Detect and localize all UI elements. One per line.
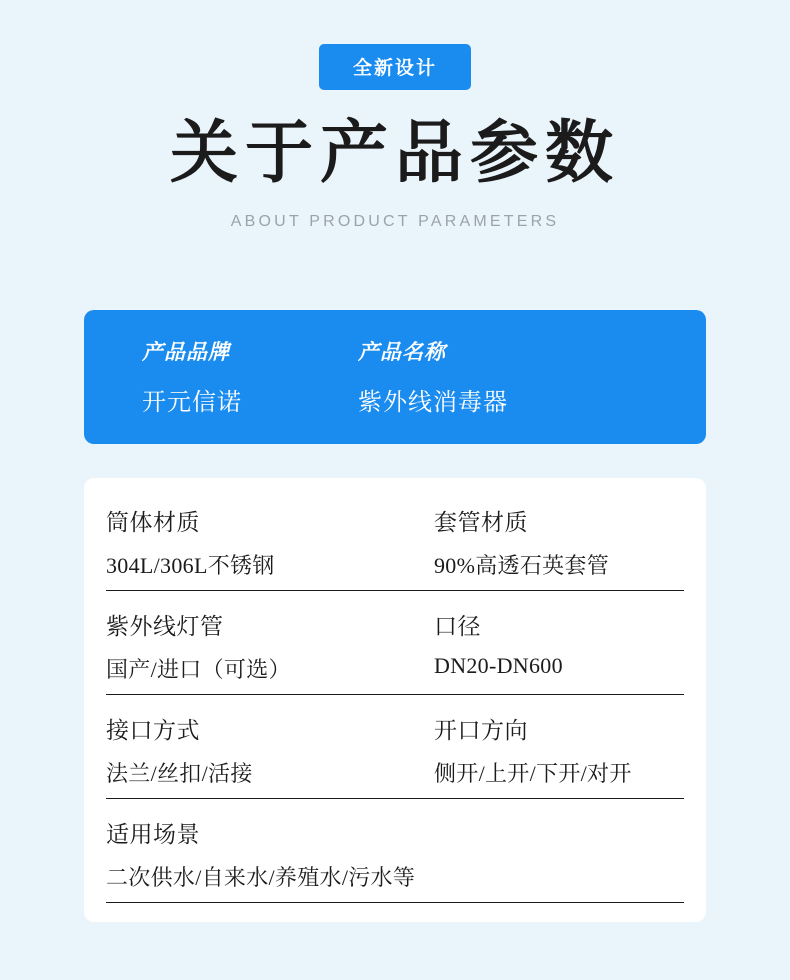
- new-design-badge: 全新设计: [319, 44, 471, 90]
- spec-cell-body-material: [106, 504, 434, 580]
- highlight-card: [84, 310, 706, 444]
- spec-cell-application-scenario: [106, 816, 684, 892]
- spec-cell-opening-direction: [434, 712, 684, 788]
- highlight-cell-product-name: [346, 336, 706, 417]
- spec-table: [84, 478, 706, 922]
- spec-label: 开口方向: [434, 718, 528, 743]
- spec-label: 接口方式: [106, 718, 200, 743]
- highlight-value: 开元信诺: [142, 390, 242, 416]
- highlight-row: [84, 336, 706, 417]
- spec-cell-connection-type: [106, 712, 434, 788]
- highlight-value: 紫外线消毒器: [358, 390, 508, 416]
- spec-value: 二次供水/自来水/养殖水/污水等: [106, 865, 416, 890]
- spec-value: 侧开/上开/下开/对开: [434, 761, 632, 786]
- highlight-label: 产品品牌: [142, 340, 230, 364]
- spec-value: 法兰/丝扣/活接: [106, 761, 253, 786]
- spec-row: [106, 504, 684, 591]
- spec-value: DN20-DN600: [434, 653, 563, 678]
- spec-label: 紫外线灯管: [106, 614, 224, 639]
- spec-value: 国产/进口（可选）: [106, 657, 291, 682]
- spec-value: 304L/306L不锈钢: [106, 553, 275, 578]
- spec-row: [106, 816, 684, 903]
- spec-label: 套管材质: [434, 510, 528, 535]
- spec-cell-diameter: [434, 608, 684, 684]
- spec-cell-sleeve-material: [434, 504, 684, 580]
- spec-value: 90%高透石英套管: [434, 553, 610, 578]
- highlight-cell-brand: [84, 336, 346, 417]
- spec-row: [106, 608, 684, 695]
- page-subtitle: ABOUT PRODUCT PARAMETERS: [230, 212, 560, 230]
- spec-label: 口径: [434, 614, 481, 639]
- page-header: [0, 0, 790, 231]
- highlight-label: 产品名称: [358, 340, 446, 364]
- spec-row: [106, 712, 684, 799]
- page-title: 关于产品参数: [169, 115, 620, 191]
- spec-label: 适用场景: [106, 822, 200, 847]
- spec-cell-uv-lamp: [106, 608, 434, 684]
- spec-label: 筒体材质: [106, 510, 200, 535]
